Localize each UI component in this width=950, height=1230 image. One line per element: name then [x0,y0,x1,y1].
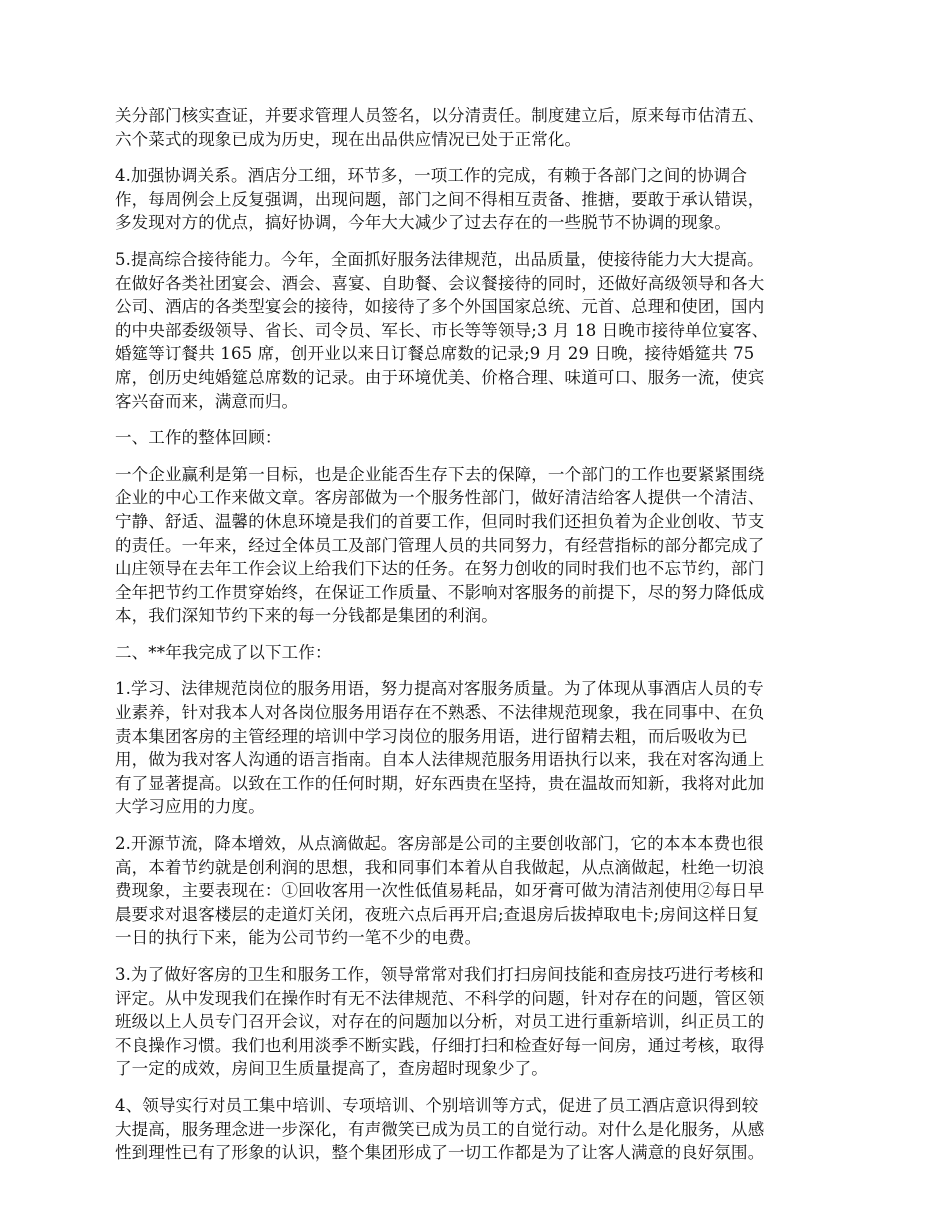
paragraph-cost-saving: 2.开源节流，降本增效，从点滴做起。客房部是公司的主要创收部门，它的本本本费也很 高，本着节约就是创利润的思想，我和同事们本着从自我做起，从点滴做起，杜绝一切浪 费现象，主要表现在：①回收客用一次性低值易耗品，如牙膏可做为清洁剂使用②每日早 晨要求对退客楼层的走道灯关闭，夜班六点后再开启;查退房后拔掉取电卡;房间这样日复 一日的执行下来，能为公司节约一笔不少的电费。 [115,834,765,948]
paragraph-menu-supply: 关分部门核实查证，并要求管理人员签名，以分清责任。制度建立后，原来每市估清五、 六个菜式的现象已成为历史，现在出品供应情况已处于正常化。 [115,106,765,149]
document-page [115,104,835,1178]
paragraph-room-hygiene: 3.为了做好客房的卫生和服务工作，领导常常对我们打扫房间技能和查房技巧进行考核和 评定。从中发现我们在操作时有无不法律规范、不科学的问题，针对存在的问题，管区领 班级以上人员专门召开会议，对存在的问题加以分析，对员工进行重新培训，纠正员工的 不良操作习惯。我们也利用淡季不断实践，仔细打扫和检查好每一间房，通过考核，取得 了一定的成效，房间卫生质量提高了，查房超时现象少了。 [115,965,765,1079]
paragraph-coordination: 4.加强协调关系。酒店分工细，环节多，一项工作的完成，有赖于各部门之间的协调合 作，每周例会上反复强调，出现问题，部门之间不得相互责备、推搪，要敢于承认错误， 多发现对方的优点，搞好协调，今年大大减少了过去存在的一些脱节不协调的现象。 [115,166,765,233]
paragraph-service-language: 1.学习、法律规范岗位的服务用语，努力提高对客服务质量。为了体现从事酒店人员的专 业素养，针对我本人对各岗位服务用语存在不熟悉、不法律规范现象，我在同事中、在负 责本集团客房的主管经理的培训中学习岗位的服务用语，进行留精去粗，而后吸收为已 用，做为我对客人沟通的语言指南。自本人法律规范服务用语执行以来，我在对客沟通上 有了显著提高。以致在工作的任何时期，好东西贵在坚持，贵在温故而知新，我将对此加 大学习应用的力度。 [115,679,765,817]
paragraph-staff-training: 4、领导实行对员工集中培训、专项培训、个别培训等方式，促进了员工酒店意识得到较 大提高，服务理念进一步深化，有声微笑已成为员工的自觉行动。对什么是化服务，从感 性到理性已有了形象的认识，整个集团形成了一切工作都是为了让客人满意的良好氛围。 [115,1095,765,1163]
paragraph-reception-capacity: 5.提高综合接待能力。今年，全面抓好服务法律规范，出品质量，使接待能力大大提高。 在做好各类社团宴会、酒会、喜宴、自助餐、会议餐接待的同时，还做好高级领导和各大 公司、酒店的各类型宴会的接待，如接待了多个外国国家总统、元首、总理和使团，国内 的中央部委级领导、省长、司令员、军长、市长等等领导;3 月 18 日晚市接待单位宴客、 婚筵等订餐共 165 席，创开业以来日订餐总席数的记录;9 月 29 日晚，接待婚筵共 75 席，创历史纯婚筵总席数的记录。由于环境优美、价格合理、味道可口、服务一流，使宾 客兴奋而来，满意而归。 [115,249,769,411]
section-heading-completed-work: 二、**年我完成了以下工作： [115,642,332,662]
section-heading-review: 一、工作的整体回顾： [115,428,282,448]
paragraph-overall-review: 一个企业赢利是第一目标，也是企业能否生存下去的保障，一个部门的工作也要紧紧围绕 企业的中心工作来做文章。客房部做为一个服务性部门，做好清洁给客人提供一个清洁、 宁静、舒适、温馨的休息环境是我们的首要工作，但同时我们还担负着为企业创收、节支 的责任。一年来，经过全体员工及部门管理人员的共同努力，有经营指标的部分都完成了 山庄领导在去年工作会议上给我们下达的任务。在努力创收的同时我们也不忘节约，部门 全年把节约工作贯穿始终，在保证工作质量、不影响对客服务的前提下，尽的努力降低成 本，我们深知节约下来的每一分钱都是集团的利润。 [115,464,765,626]
